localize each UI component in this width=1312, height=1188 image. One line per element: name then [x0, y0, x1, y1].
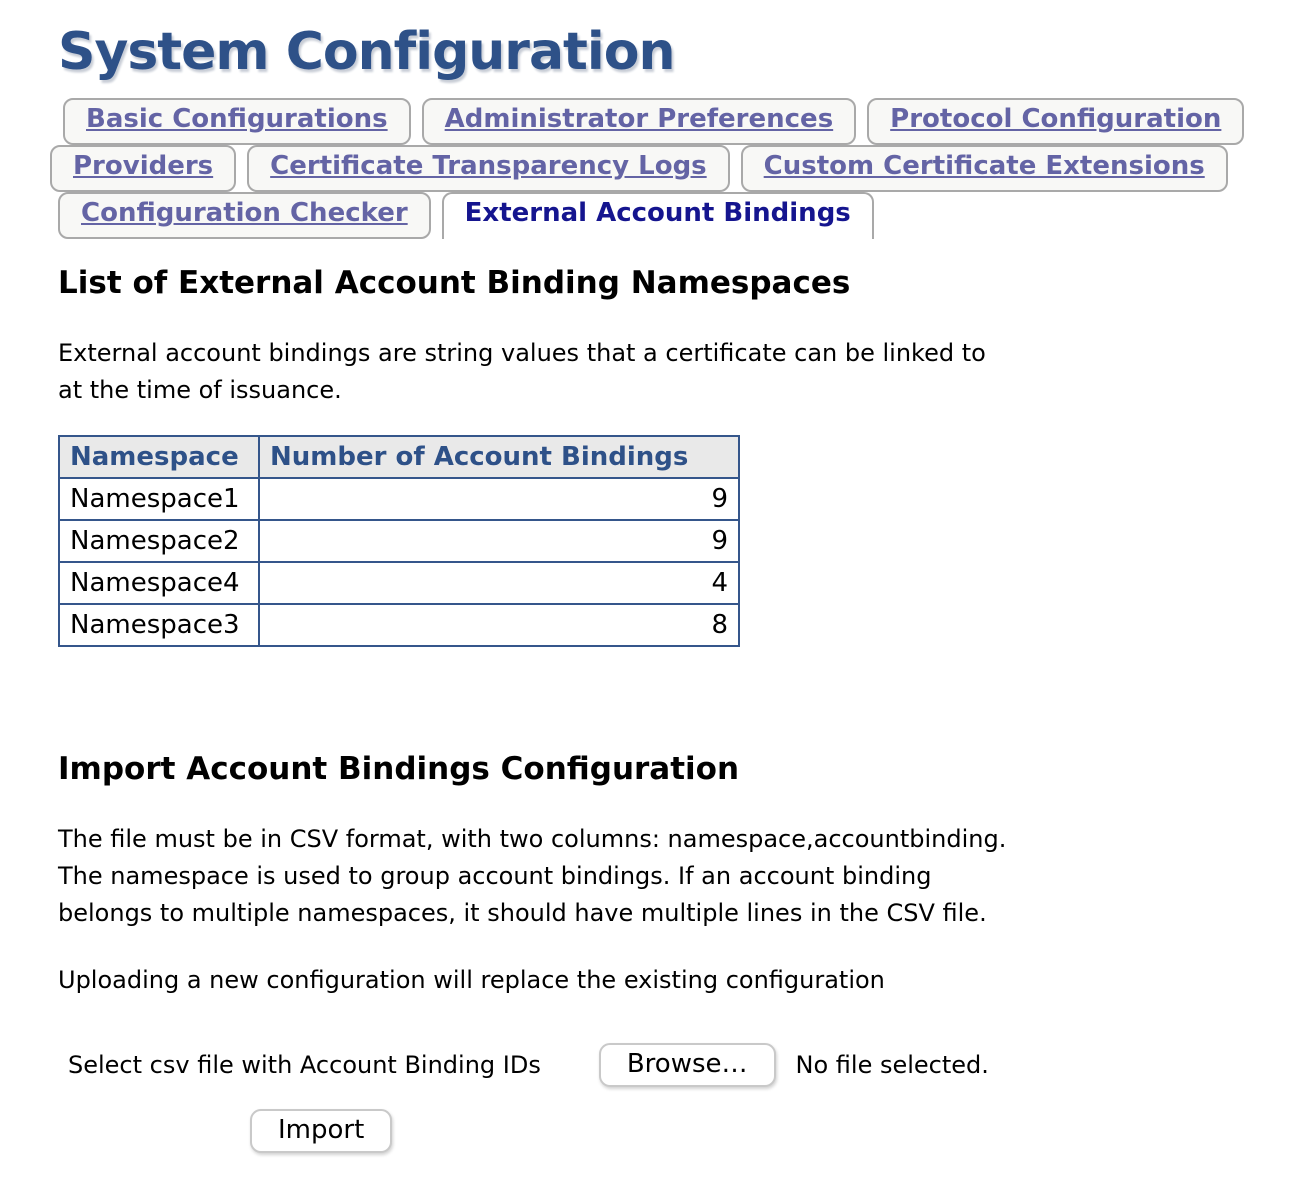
import-button[interactable]: Import — [250, 1109, 392, 1153]
namespaces-section-heading: List of External Account Binding Namespaces — [58, 265, 851, 301]
namespaces-description: External account bindings are string values that a certificate can be linked to at the time of issuance. — [58, 339, 986, 404]
table-row — [59, 562, 739, 604]
tab-row-1 — [63, 98, 1312, 145]
namespace-cell: Namespace2 — [59, 520, 259, 562]
tab-label[interactable]: Basic Configurations — [86, 104, 388, 134]
page-title: System Configuration — [58, 22, 675, 82]
count-cell: 9 — [259, 478, 739, 520]
tab-label[interactable]: Certificate Transparency Logs — [270, 151, 707, 181]
tab-protocol-configuration[interactable] — [867, 98, 1244, 145]
page — [0, 22, 1312, 1153]
count-cell: 9 — [259, 520, 739, 562]
tab-row-2 — [50, 145, 1312, 192]
table-row — [59, 520, 739, 562]
tab-basic-configurations[interactable] — [63, 98, 411, 145]
tab-bar — [58, 98, 1312, 239]
import-button-row — [250, 1109, 1312, 1153]
namespace-cell: Namespace3 — [59, 604, 259, 646]
table-row — [59, 604, 739, 646]
tab-row-3 — [58, 192, 1312, 239]
tab-providers[interactable] — [50, 145, 236, 192]
csv-file-label: Select csv file with Account Binding IDs — [68, 1051, 541, 1079]
tab-administrator-preferences[interactable] — [422, 98, 857, 145]
tab-label[interactable]: Providers — [73, 151, 214, 181]
tab-label[interactable]: External Account Bindings — [464, 198, 851, 228]
namespace-cell: Namespace4 — [59, 562, 259, 604]
replace-warning-text: Uploading a new configuration will replace the existing configuration — [58, 966, 885, 994]
file-status-text: No file selected. — [795, 1051, 989, 1079]
tab-label[interactable]: Protocol Configuration — [890, 104, 1222, 134]
tab-label[interactable]: Administrator Preferences — [444, 104, 834, 134]
tab-external-account-bindings[interactable] — [442, 192, 874, 239]
tab-custom-certificate-extensions[interactable] — [741, 145, 1228, 192]
count-cell: 4 — [259, 562, 739, 604]
tab-certificate-transparency-logs[interactable] — [247, 145, 730, 192]
tab-label[interactable]: Custom Certificate Extensions — [763, 151, 1205, 181]
namespaces-table — [58, 435, 740, 647]
csv-file-chooser-row — [68, 1043, 1312, 1087]
count-cell: 8 — [259, 604, 739, 646]
tab-configuration-checker[interactable] — [58, 192, 431, 239]
tab-label[interactable]: Configuration Checker — [81, 198, 408, 228]
import-description: The file must be in CSV format, with two columns: namespace,accountbinding. The namespace is used to group account bindings. If an account binding belongs to multiple namespaces, it should have multiple lines in the CSV file. — [58, 825, 1007, 927]
namespace-cell: Namespace1 — [59, 478, 259, 520]
table-header-row — [59, 436, 739, 478]
import-section-heading: Import Account Bindings Configuration — [58, 751, 740, 787]
column-header-namespace: Namespace — [59, 436, 259, 478]
column-header-count: Number of Account Bindings — [259, 436, 739, 478]
browse-button[interactable]: Browse… — [599, 1043, 776, 1087]
table-row — [59, 478, 739, 520]
